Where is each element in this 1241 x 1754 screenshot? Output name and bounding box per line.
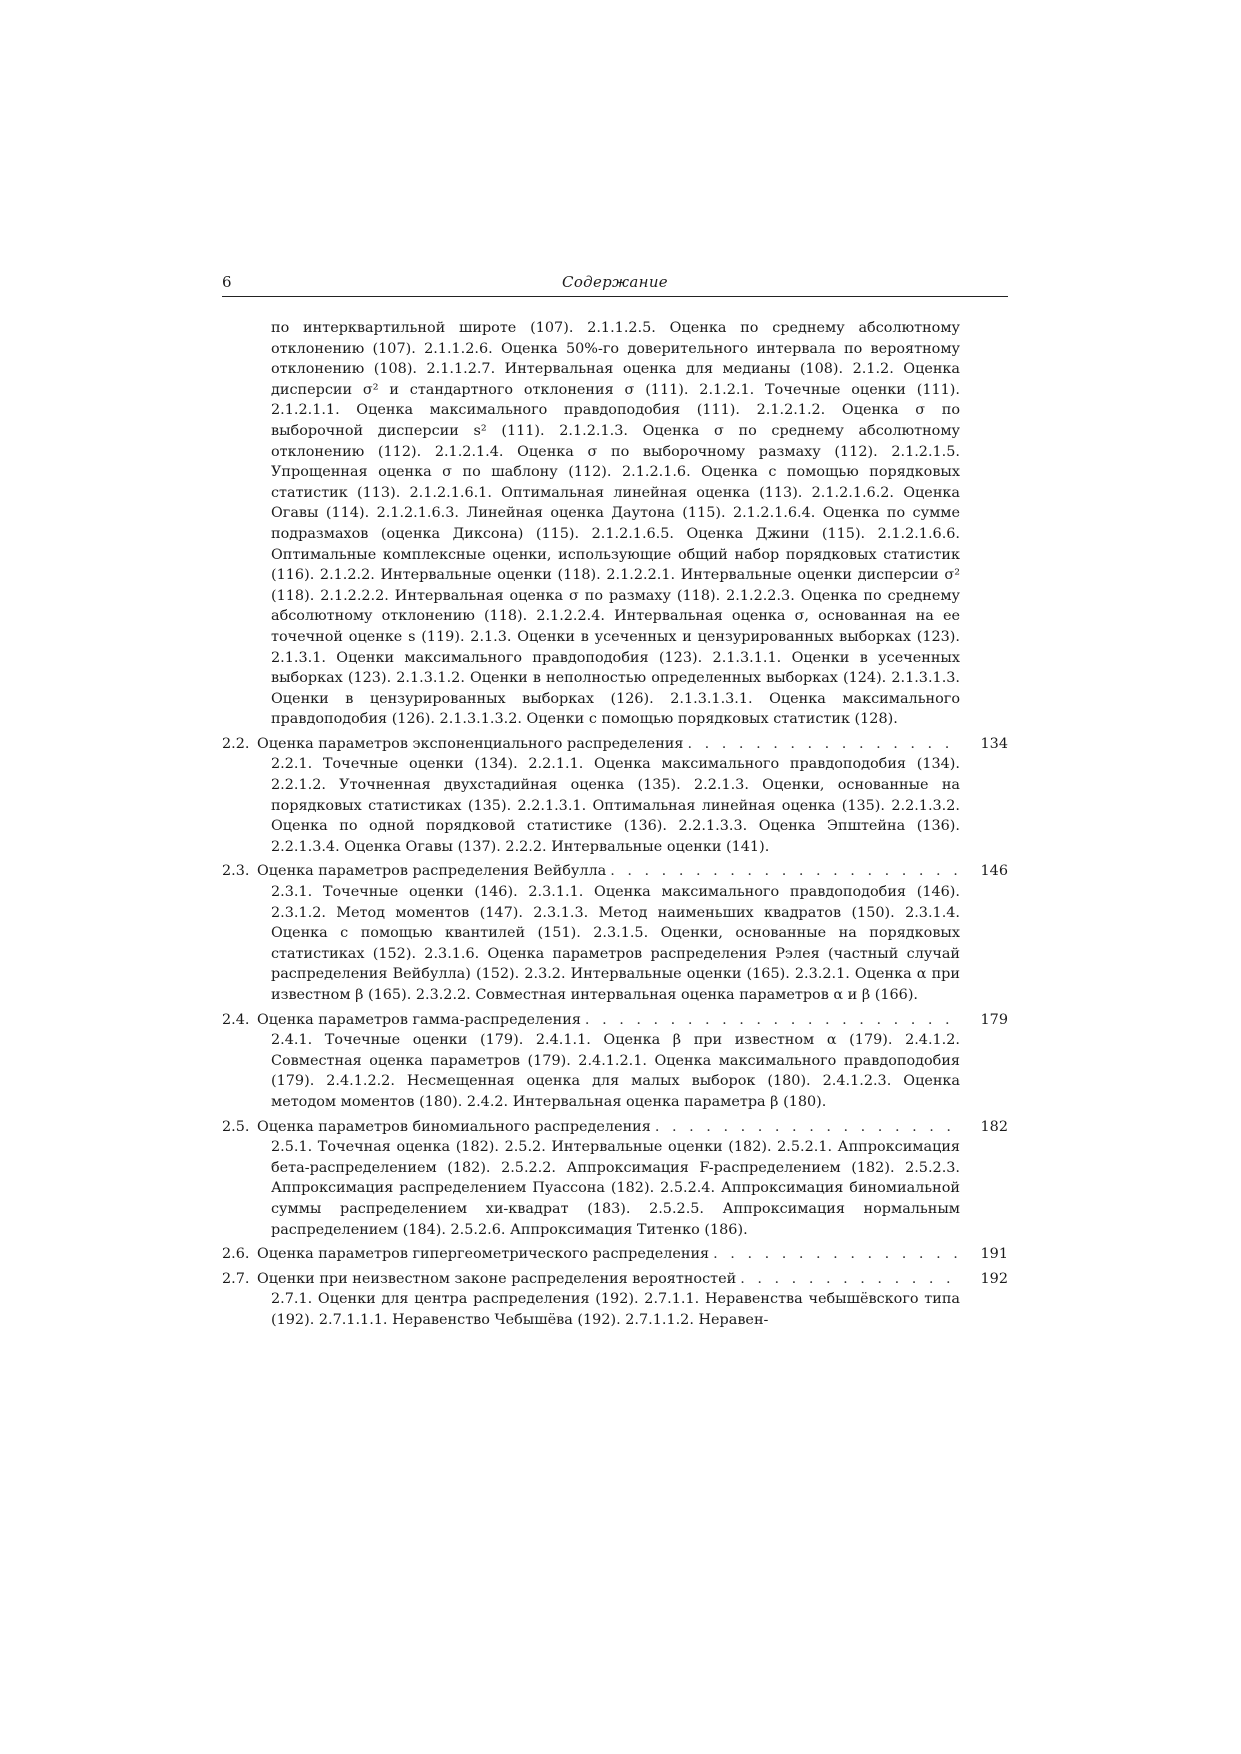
toc-entry-title: Оценка параметров биномиального распределения	[257, 1118, 651, 1135]
dot-leader	[655, 1117, 960, 1138]
toc-entry-details: 2.2.1. Точечные оценки (134). 2.2.1.1. Оценка максимального правдоподобия (134). 2.2.1.2. Уточненная двухстадийная оценка (135). 2.2.1.3. Оценки, основанные на порядковых статистиках (135). 2.2.1.3.1. Оптимальная линейная оценка (135). 2.2.1.3.2. Оценка по одной порядковой статистике (136). 2.2.1.3.3. Оценка Эпштейна (136). 2.2.1.3.4. Оценка Огавы (137). 2.2.2. Интервальные оценки (141).	[271, 756, 960, 855]
toc-entry-number: 2.5.	[222, 1118, 250, 1135]
toc-entry-page: 134	[980, 735, 1008, 752]
toc-entry-number: 2.2.	[222, 735, 250, 752]
toc-entry-details: 2.7.1. Оценки для центра распределения (192). 2.7.1.1. Неравенства чебышёвского типа (192). 2.7.1.1.1. Неравенство Чебышёва (192). 2.7.1.1.2. Неравен-	[271, 1291, 960, 1328]
dot-leader	[585, 1010, 960, 1031]
toc-entry-number: 2.3.	[222, 863, 250, 880]
toc-entry	[222, 1269, 1008, 1331]
toc-entry-page: 191	[980, 1246, 1008, 1263]
toc-entry-page: 146	[980, 863, 1008, 880]
toc-entry-title: Оценка параметров гамма-распределения	[257, 1011, 581, 1028]
toc-entry	[222, 734, 1008, 858]
toc-entry-title: Оценка параметров экспоненциального распределения	[257, 735, 684, 752]
toc-entry	[222, 1117, 1008, 1241]
dot-leader	[687, 734, 960, 755]
toc-continuation-text: по интерквартильной широте (107). 2.1.1.2.5. Оценка по среднему абсолютному отклонению (107). 2.1.1.2.6. Оценка 50%-го доверительного интервала по вероятному отклонению (108). 2.1.1.2.7. Интервальная оценка для медианы (108). 2.1.2. Оценка дисперсии σ² и стандартного отклонения σ (111). 2.1.2.1. Точечные оценки (111). 2.1.2.1.1. Оценка максимального правдоподобия (111). 2.1.2.1.2. Оценка σ по выборочной дисперсии s² (111). 2.1.2.1.3. Оценка σ по среднему абсолютному отклонению (112). 2.1.2.1.4. Оценка σ по выборочному размаху (112). 2.1.2.1.5. Упрощенная оценка σ по шаблону (112). 2.1.2.1.6. Оценка с помощью порядковых статистик (113). 2.1.2.1.6.1. Оптимальная линейная оценка (113). 2.1.2.1.6.2. Оценка Огавы (114). 2.1.2.1.6.3. Линейная оценка Даутона (115). 2.1.2.1.6.4. Оценка по сумме подразмахов (оценка Диксона) (115). 2.1.2.1.6.5. Оценка Джини (115). 2.1.2.1.6.6. Оптимальные комплексные оценки, использующие общий набор порядковых статистик (116). 2.1.2.2. Интервальные оценки (118). 2.1.2.2.1. Интервальные оценки дисперсии σ² (118). 2.1.2.2.2. Интервальная оценка σ по размаху (118). 2.1.2.2.3. Оценка по среднему абсолютному отклонению (118). 2.1.2.2.4. Интервальная оценка σ, основанная на ее точечной оценке s (119). 2.1.3. Оценки в усеченных и цензурированных выборках (123). 2.1.3.1. Оценки максимального правдоподобия (123). 2.1.3.1.1. Оценки в усеченных выборках (123). 2.1.3.1.2. Оценки в неполностью определенных выборках (124). 2.1.3.1.3. Оценки в цензурированных выборках (126). 2.1.3.1.3.1. Оценка максимального правдоподобия (126). 2.1.3.1.3.2. Оценки с помощью порядковых статистик (128).	[271, 320, 960, 728]
toc-entry	[222, 1010, 1008, 1113]
toc-entry-details: 2.4.1. Точечные оценки (179). 2.4.1.1. Оценка β при известном α (179). 2.4.1.2. Совместная оценка параметров (179). 2.4.1.2.1. Оценка максимального правдоподобия (179). 2.4.1.2.2. Несмещенная оценка для малых выборок (180). 2.4.1.2.3. Оценка методом моментов (180). 2.4.2. Интервальная оценка параметра β (180).	[271, 1032, 960, 1110]
dot-leader	[610, 861, 960, 882]
table-of-contents	[222, 318, 1008, 1331]
running-title: Содержание	[562, 273, 668, 291]
dot-leader	[740, 1269, 960, 1290]
page-header	[222, 270, 1008, 297]
dot-leader	[713, 1244, 960, 1265]
toc-entry-details: 2.3.1. Точечные оценки (146). 2.3.1.1. Оценка максимального правдоподобия (146). 2.3.1.2. Метод моментов (147). 2.3.1.3. Метод наименьших квадратов (150). 2.3.1.4. Оценка с помощью квантилей (151). 2.3.1.5. Оценки, основанные на порядковых статистиках (152). 2.3.1.6. Оценка параметров распределения Рэлея (частный случай распределения Вейбулла) (152). 2.3.2. Интервальные оценки (165). 2.3.2.1. Оценка α при известном β (165). 2.3.2.2. Совместная интервальная оценка параметров α и β (166).	[271, 884, 960, 1003]
toc-entry-title: Оценка параметров распределения Вейбулла	[257, 863, 607, 880]
toc-entry-number: 2.7.	[222, 1270, 250, 1287]
toc-entry-number: 2.6.	[222, 1246, 250, 1263]
page-number: 6	[222, 273, 232, 291]
toc-entry-page: 192	[980, 1270, 1008, 1287]
toc-entry-page: 179	[980, 1011, 1008, 1028]
toc-entry-page: 182	[980, 1118, 1008, 1135]
toc-entry-title: Оценки при неизвестном законе распределения вероятностей	[257, 1270, 737, 1287]
toc-entry	[222, 1244, 1008, 1265]
toc-entry	[222, 861, 1008, 1005]
toc-entry-title: Оценка параметров гипергеометрического распределения	[257, 1246, 710, 1263]
toc-entry-details: 2.5.1. Точечная оценка (182). 2.5.2. Интервальные оценки (182). 2.5.2.1. Аппроксимация бета-распределением (182). 2.5.2.2. Аппроксимация F-распределением (182). 2.5.2.3. Аппроксимация распределением Пуассона (182). 2.5.2.4. Аппроксимация биномиальной суммы распределением хи-квадрат (183). 2.5.2.5. Аппроксимация нормальным распределением (184). 2.5.2.6. Аппроксимация Титенко (186).	[271, 1139, 960, 1238]
toc-entry-number: 2.4.	[222, 1011, 250, 1028]
